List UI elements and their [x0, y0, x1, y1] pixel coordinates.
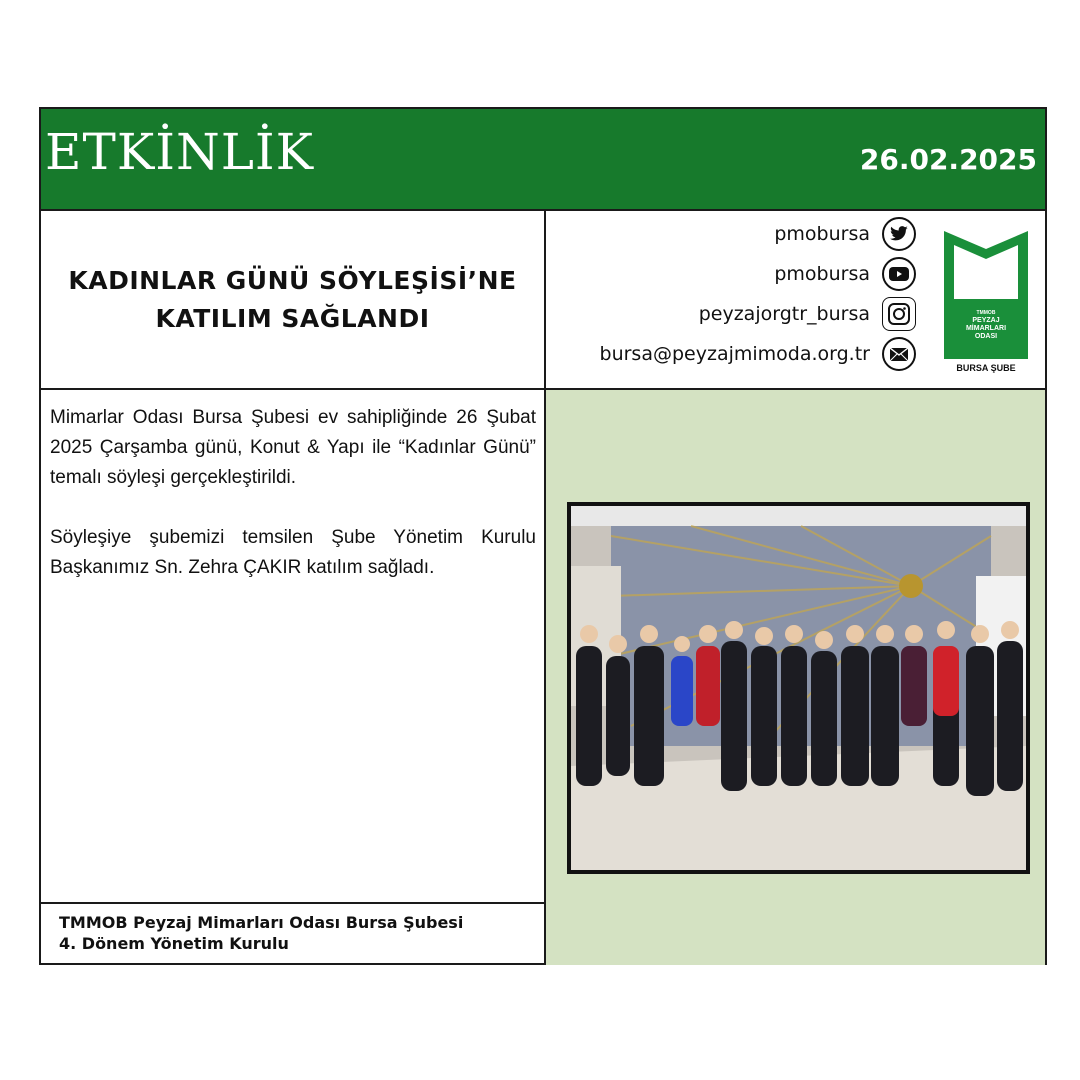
logo-name-3: ODASI: [974, 333, 998, 340]
logo-top-text: TMMOB: [976, 310, 996, 316]
footer-line-1: TMMOB Peyzaj Mimarları Odası Bursa Şubesi: [59, 913, 464, 932]
footer-divider: [41, 902, 545, 904]
body-text: [50, 403, 536, 613]
contact-instagram[interactable]: [699, 294, 916, 334]
footer-line-2: 4. Dönem Yönetim Kurulu: [59, 934, 289, 953]
group-photo-image: [571, 506, 1026, 870]
headline-line-2: KATILIM SAĞLANDI: [155, 303, 430, 333]
instagram-icon[interactable]: [882, 297, 916, 331]
header-date: 26.02.2025: [859, 143, 1037, 176]
youtube-icon[interactable]: [882, 257, 916, 291]
contact-twitter-text[interactable]: pmobursa: [774, 223, 870, 245]
contact-youtube-text[interactable]: pmobursa: [774, 263, 870, 285]
headline-box: [41, 211, 544, 388]
headline-line-1: KADINLAR GÜNÜ SÖYLEŞİSİ’NE: [68, 265, 517, 295]
footer-text: [59, 912, 529, 954]
body-paragraph-2: Söyleşiye şubemizi temsilen Şube Yönetim Kurulu Başkanımız Sn. Zehra ÇAKIR katılım sağladı.: [50, 527, 536, 578]
contact-twitter[interactable]: [774, 214, 916, 254]
photo-panel: [546, 390, 1045, 965]
chamber-logo: [941, 223, 1031, 383]
contact-list: [546, 211, 926, 388]
mail-icon[interactable]: [882, 337, 916, 371]
body-paragraph-1: Mimarlar Odası Bursa Şubesi ev sahipliğinde 26 Şubat 2025 Çarşamba günü, Konut & Yapı ile “Kadınlar Günü” temalı söyleşi gerçekleştirildi.: [50, 407, 536, 488]
logo-name-1: PEYZAJ: [972, 317, 1000, 324]
twitter-icon[interactable]: [882, 217, 916, 251]
poster-frame: [39, 107, 1047, 965]
contact-email[interactable]: [600, 334, 916, 374]
header-title: ETKİNLİK: [45, 123, 315, 181]
logo-name-2: MİMARLARI: [965, 325, 1007, 332]
contact-email-text[interactable]: bursa@peyzajmimoda.org.tr: [599, 343, 870, 365]
event-photo: [567, 502, 1030, 874]
headline: [53, 262, 533, 338]
contact-youtube[interactable]: [774, 254, 916, 294]
header-bar: [41, 109, 1045, 211]
contact-instagram-text[interactable]: peyzajorgtr_bursa: [698, 303, 870, 325]
logo-text: [955, 309, 1017, 341]
logo-subtitle: BURSA ŞUBE: [956, 363, 1016, 373]
